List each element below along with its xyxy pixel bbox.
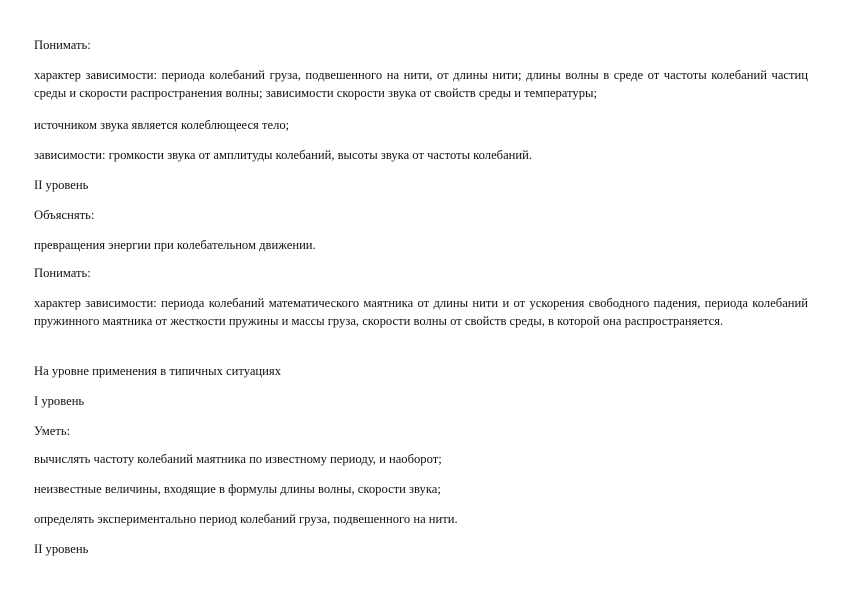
paragraph-calc-frequency: вычислять частоту колебаний маятника по известному периоду, и наоборот; [34,452,442,466]
paragraph-understand-heading-2: Понимать: [34,266,91,280]
paragraph-level-2-heading-2: II уровень [34,542,89,556]
paragraph-explain-heading: Объяснять: [34,208,95,222]
paragraph-level-1-heading: I уровень [34,394,85,408]
paragraph-pendulum-dependency: характер зависимости: периода колебаний математического маятника от длины нити и от ускорения свободного падения, периода колебаний пружинного маятника от жесткости пружины и массы груза, скорости волны от свойств среды, в которой она распространяется. [34,296,808,328]
paragraph-loudness-pitch: зависимости: громкости звука от амплитуды колебаний, высоты звука от частоты колебаний. [34,148,533,162]
paragraph-energy-conversion: превращения энергии при колебательном движении. [34,238,316,252]
paragraph-unknown-quantities: неизвестные величины, входящие в формулы длины волны, скорости звука; [34,482,441,496]
paragraph-application-level: На уровне применения в типичных ситуациях [34,364,281,378]
paragraph-dependency-nature: характер зависимости: периода колебаний груза, подвешенного на нити, от длины нити; длины волны в среде от частоты колебаний частиц среды и скорости распространения волны; зависимости скорости звука от свойств среды и температуры; [34,68,808,100]
paragraph-understand-heading: Понимать: [34,38,91,52]
paragraph-sound-source: источником звука является колеблющееся тело; [34,118,290,132]
paragraph-level-2-heading: II уровень [34,178,89,192]
paragraph-be-able-heading: Уметь: [34,424,71,438]
paragraph-determine-period: определять экспериментально период колебаний груза, подвешенного на нити. [34,512,458,526]
